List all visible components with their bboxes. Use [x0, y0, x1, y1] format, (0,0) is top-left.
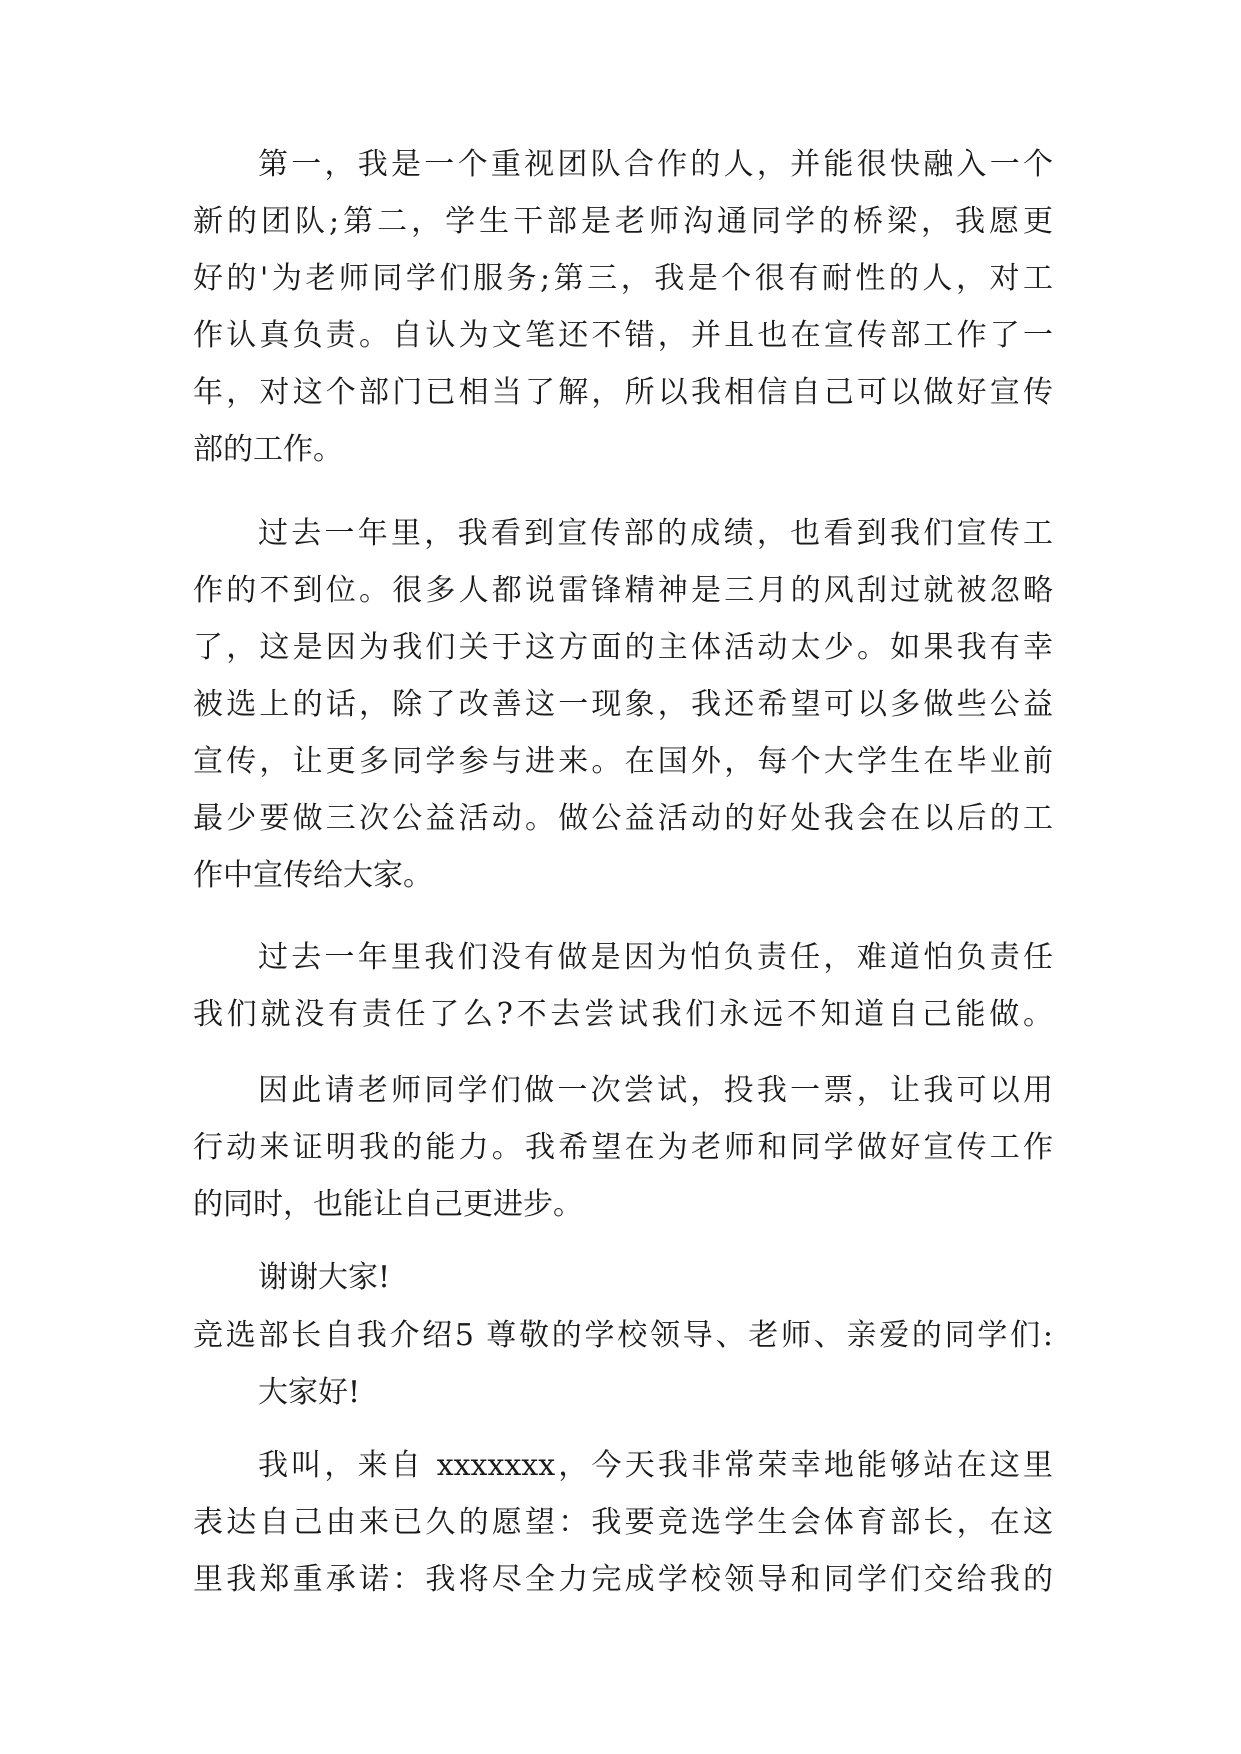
text-line: 表达自己由来已久的愿望：我要竞选学生会体育部长，在这	[193, 1505, 1053, 1540]
text-line: 新的团队;第二，学生干部是老师沟通同学的桥梁，我愿更	[193, 204, 1053, 239]
text-line: 被选上的话，除了改善这一现象，我还希望可以多做些公益	[193, 687, 1053, 722]
text-line: 部的工作。	[193, 432, 343, 467]
text-line: 过去一年里我们没有做是因为怕负责任，难道怕负责任	[258, 940, 1053, 975]
text-line: 好的'为老师同学们服务;第三，我是个很有耐性的人，对工	[193, 261, 1053, 296]
text-line: 了，这是因为我们关于这方面的主体活动太少。如果我有幸	[193, 630, 1053, 665]
text-line: 因此请老师同学们做一次尝试，投我一票，让我可以用	[258, 1073, 1053, 1108]
text-line: 我叫，来自 xxxxxxx，今天我非常荣幸地能够站在这里	[258, 1448, 1053, 1483]
text-line: 的同时，也能让自己更进步。	[193, 1187, 583, 1222]
text-line: 我们就没有责任了么?不去尝试我们永远不知道自己能做。	[193, 997, 1053, 1032]
text-line: 里我郑重承诺：我将尽全力完成学校领导和同学们交给我的	[193, 1562, 1053, 1597]
text-line: 谢谢大家!	[258, 1260, 391, 1295]
text-line: 作认真负责。自认为文笔还不错，并且也在宣传部工作了一	[193, 318, 1053, 353]
text-line: 第一，我是一个重视团队合作的人，并能很快融入一个	[258, 147, 1053, 182]
section-heading: 竞选部长自我介绍5 尊敬的学校领导、老师、亲爱的同学们:	[193, 1318, 1053, 1353]
text-line: 年，对这个部门已相当了解，所以我相信自己可以做好宣传	[193, 375, 1053, 410]
text-line: 作的不到位。很多人都说雷锋精神是三月的风刮过就被忽略	[193, 573, 1053, 608]
text-line: 最少要做三次公益活动。做公益活动的好处我会在以后的工	[193, 801, 1053, 836]
greeting-line: 大家好!	[258, 1375, 361, 1410]
text-line: 宣传，让更多同学参与进来。在国外，每个大学生在毕业前	[193, 744, 1053, 779]
text-line: 作中宣传给大家。	[193, 858, 433, 893]
text-line: 过去一年里，我看到宣传部的成绩，也看到我们宣传工	[258, 516, 1053, 551]
text-line: 行动来证明我的能力。我希望在为老师和同学做好宣传工作	[193, 1130, 1053, 1165]
